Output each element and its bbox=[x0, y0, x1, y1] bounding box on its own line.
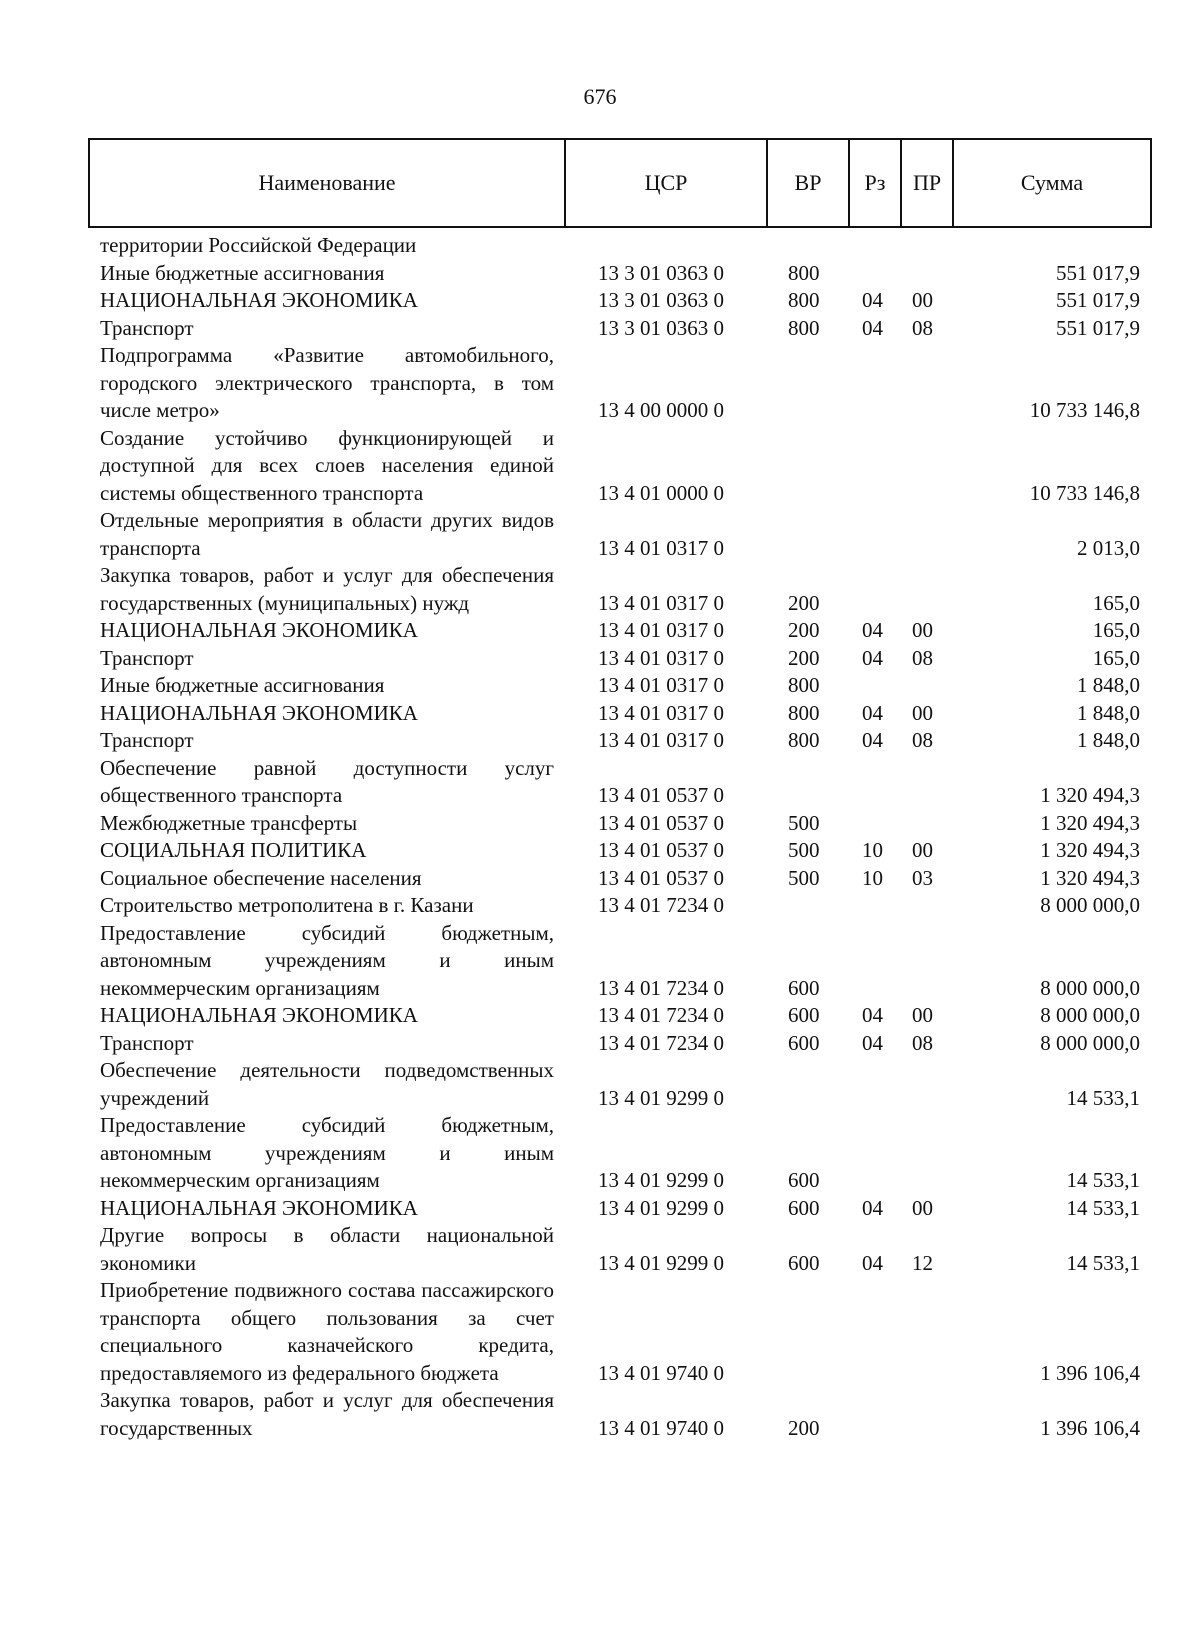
cell-vr: 800 bbox=[788, 260, 820, 285]
header-pr: ПР bbox=[902, 140, 954, 226]
table-row bbox=[88, 287, 1152, 315]
table-row bbox=[88, 837, 1152, 865]
cell-vr: 800 bbox=[788, 728, 820, 752]
cell-name: Строительство метрополитена в г. Казани bbox=[100, 893, 474, 917]
cell-sum: 8 000 000,0 bbox=[1040, 975, 1140, 1000]
cell-csr: 13 4 01 9299 0 bbox=[598, 1195, 724, 1220]
cell-rz: 04 bbox=[862, 728, 883, 752]
cell-sum: 1 320 494,3 bbox=[1040, 838, 1140, 862]
cell-sum: 551 017,9 bbox=[1056, 260, 1140, 285]
cell-sum: 8 000 000,0 bbox=[1040, 1003, 1140, 1027]
header-vr: ВР bbox=[768, 140, 850, 226]
cell-pr: 00 bbox=[912, 838, 933, 862]
cell-csr: 13 4 01 7234 0 bbox=[598, 893, 724, 917]
cell-vr: 200 bbox=[788, 590, 820, 615]
cell-vr: 800 bbox=[788, 288, 820, 312]
cell-vr: 500 bbox=[788, 865, 820, 890]
cell-vr: 800 bbox=[788, 700, 820, 725]
cell-pr: 03 bbox=[912, 865, 933, 890]
cell-name: Обеспечение деятельности подведомственных учреждений bbox=[100, 1058, 554, 1110]
cell-name: Предоставление субсидий бюджетным, автономным учреждениям и иным некоммерческим организациям bbox=[100, 920, 554, 1000]
cell-name: Предоставление субсидий бюджетным, автономным учреждениям и иным некоммерческим организациям bbox=[100, 1113, 554, 1192]
table-row bbox=[88, 232, 1152, 260]
cell-sum: 165,0 bbox=[1092, 645, 1140, 670]
cell-sum: 551 017,9 bbox=[1056, 288, 1140, 312]
header-sum: Сумма bbox=[1020, 170, 1084, 195]
cell-csr: 13 4 01 9299 0 bbox=[598, 1250, 724, 1275]
cell-vr: 500 bbox=[788, 810, 820, 835]
table-row bbox=[88, 1387, 1152, 1442]
cell-vr: 500 bbox=[788, 838, 820, 862]
cell-rz: 10 bbox=[862, 865, 883, 890]
table-row bbox=[88, 727, 1152, 755]
cell-rz: 04 bbox=[862, 1250, 883, 1275]
cell-sum: 14 533,1 bbox=[1066, 1085, 1140, 1110]
cell-sum: 1 848,0 bbox=[1077, 700, 1140, 725]
cell-name: Обеспечение равной доступности услуг общественного транспорта bbox=[100, 755, 554, 807]
cell-rz: 04 bbox=[862, 288, 883, 312]
cell-name: НАЦИОНАЛЬНАЯ ЭКОНОМИКА bbox=[100, 1195, 418, 1220]
cell-pr: 12 bbox=[912, 1250, 933, 1275]
cell-sum: 165,0 bbox=[1092, 590, 1140, 615]
cell-name: Межбюджетные трансферты bbox=[100, 810, 358, 835]
cell-sum: 1 396 106,4 bbox=[1040, 1415, 1140, 1440]
table-row bbox=[88, 562, 1152, 617]
cell-csr: 13 4 01 0317 0 bbox=[598, 645, 724, 670]
cell-csr: 13 4 01 7234 0 bbox=[598, 1003, 724, 1027]
cell-sum: 551 017,9 bbox=[1056, 315, 1140, 340]
page-number: 676 bbox=[583, 84, 617, 109]
cell-sum: 14 533,1 bbox=[1066, 1168, 1140, 1192]
cell-rz: 10 bbox=[862, 838, 883, 862]
cell-sum: 1 320 494,3 bbox=[1040, 865, 1140, 890]
table-row bbox=[88, 892, 1152, 920]
cell-sum: 8 000 000,0 bbox=[1040, 893, 1140, 917]
table-body bbox=[88, 232, 1152, 1442]
cell-sum: 165,0 bbox=[1092, 618, 1140, 642]
cell-name: Транспорт bbox=[100, 315, 194, 340]
cell-rz: 04 bbox=[862, 618, 883, 642]
table-row bbox=[88, 810, 1152, 838]
cell-name: Иные бюджетные ассигнования bbox=[100, 673, 385, 697]
table-row bbox=[88, 315, 1152, 343]
cell-name: Приобретение подвижного состава пассажирского транспорта общего пользования за счет специального казначейского кредита, предоставляемого из федерального бюджета bbox=[100, 1278, 554, 1385]
cell-pr: 00 bbox=[912, 618, 933, 642]
table-row bbox=[88, 260, 1152, 288]
cell-name: Закупка товаров, работ и услуг для обеспечения государственных bbox=[100, 1388, 554, 1440]
table-row bbox=[88, 1057, 1152, 1112]
cell-rz: 04 bbox=[862, 1003, 883, 1027]
table-row bbox=[88, 1195, 1152, 1223]
table-row bbox=[88, 672, 1152, 700]
header-name: Наименование bbox=[90, 140, 566, 226]
table-row bbox=[88, 700, 1152, 728]
header-rz: Рз bbox=[850, 140, 902, 226]
cell-csr: 13 4 01 9740 0 bbox=[598, 1360, 724, 1385]
cell-pr: 08 bbox=[912, 728, 933, 752]
cell-vr: 600 bbox=[788, 1250, 820, 1275]
cell-csr: 13 4 01 7234 0 bbox=[598, 975, 724, 1000]
cell-name: Закупка товаров, работ и услуг для обеспечения государственных (муниципальных) нужд bbox=[100, 563, 554, 615]
cell-vr: 600 bbox=[788, 975, 820, 1000]
table-row bbox=[88, 507, 1152, 562]
cell-name: Отдельные мероприятия в области других видов транспорта bbox=[100, 508, 554, 560]
cell-name: территории Российской Федерации bbox=[100, 233, 417, 257]
cell-csr: 13 3 01 0363 0 bbox=[598, 288, 724, 312]
cell-sum: 1 320 494,3 bbox=[1040, 783, 1140, 807]
table-row bbox=[88, 425, 1152, 508]
cell-sum: 10 733 146,8 bbox=[1029, 480, 1140, 505]
table-row bbox=[88, 645, 1152, 673]
cell-name: НАЦИОНАЛЬНАЯ ЭКОНОМИКА bbox=[100, 618, 418, 642]
cell-vr: 600 bbox=[788, 1030, 820, 1055]
cell-csr: 13 4 01 9740 0 bbox=[598, 1415, 724, 1440]
cell-pr: 00 bbox=[912, 288, 933, 312]
cell-csr: 13 4 01 0000 0 bbox=[598, 480, 724, 505]
cell-sum: 1 848,0 bbox=[1077, 728, 1140, 752]
cell-sum: 1 848,0 bbox=[1077, 673, 1140, 697]
cell-name: Транспорт bbox=[100, 728, 194, 752]
cell-rz: 04 bbox=[862, 315, 883, 340]
cell-sum: 14 533,1 bbox=[1066, 1195, 1140, 1220]
table-row bbox=[88, 865, 1152, 893]
table-row bbox=[88, 342, 1152, 425]
cell-csr: 13 3 01 0363 0 bbox=[598, 260, 724, 285]
cell-rz: 04 bbox=[862, 1030, 883, 1055]
cell-name: Иные бюджетные ассигнования bbox=[100, 260, 385, 285]
cell-pr: 00 bbox=[912, 1003, 933, 1027]
cell-pr: 08 bbox=[912, 1030, 933, 1055]
cell-name: НАЦИОНАЛЬНАЯ ЭКОНОМИКА bbox=[100, 288, 418, 312]
table-row bbox=[88, 920, 1152, 1003]
table-row bbox=[88, 755, 1152, 810]
cell-csr: 13 4 01 0317 0 bbox=[598, 728, 724, 752]
cell-vr: 600 bbox=[788, 1003, 820, 1027]
cell-name: Подпрограмма «Развитие автомобильного, городского электрического транспорта, в том числе метро» bbox=[100, 343, 554, 422]
cell-sum: 1 320 494,3 bbox=[1040, 810, 1140, 835]
cell-csr: 13 4 01 0537 0 bbox=[598, 838, 724, 862]
cell-csr: 13 4 01 0317 0 bbox=[598, 590, 724, 615]
cell-pr: 08 bbox=[912, 315, 933, 340]
cell-vr: 200 bbox=[788, 645, 820, 670]
cell-rz: 04 bbox=[862, 1195, 883, 1220]
cell-rz: 04 bbox=[862, 645, 883, 670]
table-row bbox=[88, 1222, 1152, 1277]
cell-name: Транспорт bbox=[100, 645, 194, 670]
cell-csr: 13 4 01 9299 0 bbox=[598, 1168, 724, 1192]
cell-vr: 200 bbox=[788, 618, 820, 642]
cell-vr: 200 bbox=[788, 1415, 820, 1440]
table-header bbox=[88, 138, 1152, 228]
cell-vr: 800 bbox=[788, 315, 820, 340]
cell-csr: 13 4 01 0317 0 bbox=[598, 700, 724, 725]
cell-csr: 13 4 01 0537 0 bbox=[598, 810, 724, 835]
cell-sum: 10 733 146,8 bbox=[1029, 398, 1140, 422]
cell-sum: 8 000 000,0 bbox=[1040, 1030, 1140, 1055]
table-row bbox=[88, 1002, 1152, 1030]
table-row bbox=[88, 1030, 1152, 1058]
header-csr: ЦСР bbox=[566, 140, 768, 226]
cell-rz: 04 bbox=[862, 700, 883, 725]
cell-sum: 14 533,1 bbox=[1066, 1250, 1140, 1275]
cell-csr: 13 4 01 0317 0 bbox=[598, 618, 724, 642]
cell-name: Создание устойчиво функционирующей и доступной для всех слоев населения единой системы общественного транспорта bbox=[100, 425, 554, 505]
cell-vr: 600 bbox=[788, 1195, 820, 1220]
cell-csr: 13 3 01 0363 0 bbox=[598, 315, 724, 340]
cell-name: Социальное обеспечение населения bbox=[100, 865, 422, 890]
cell-vr: 800 bbox=[788, 673, 820, 697]
cell-csr: 13 4 00 0000 0 bbox=[598, 398, 724, 422]
cell-vr: 600 bbox=[788, 1168, 820, 1192]
cell-name: Другие вопросы в области национальной экономики bbox=[100, 1223, 554, 1275]
cell-pr: 00 bbox=[912, 1195, 933, 1220]
cell-csr: 13 4 01 9299 0 bbox=[598, 1085, 724, 1110]
cell-csr: 13 4 01 0317 0 bbox=[598, 535, 724, 560]
cell-sum: 1 396 106,4 bbox=[1040, 1360, 1140, 1385]
cell-name: Транспорт bbox=[100, 1030, 194, 1055]
table-row bbox=[88, 617, 1152, 645]
cell-csr: 13 4 01 0537 0 bbox=[598, 783, 724, 807]
table-row bbox=[88, 1277, 1152, 1387]
table-row bbox=[88, 1112, 1152, 1195]
cell-sum: 2 013,0 bbox=[1077, 535, 1140, 560]
cell-csr: 13 4 01 7234 0 bbox=[598, 1030, 724, 1055]
cell-csr: 13 4 01 0537 0 bbox=[598, 865, 724, 890]
cell-pr: 00 bbox=[912, 700, 933, 725]
cell-name: НАЦИОНАЛЬНАЯ ЭКОНОМИКА bbox=[100, 700, 418, 725]
cell-csr: 13 4 01 0317 0 bbox=[598, 673, 724, 697]
cell-name: НАЦИОНАЛЬНАЯ ЭКОНОМИКА bbox=[100, 1003, 418, 1027]
cell-pr: 08 bbox=[912, 645, 933, 670]
cell-name: СОЦИАЛЬНАЯ ПОЛИТИКА bbox=[100, 838, 367, 862]
